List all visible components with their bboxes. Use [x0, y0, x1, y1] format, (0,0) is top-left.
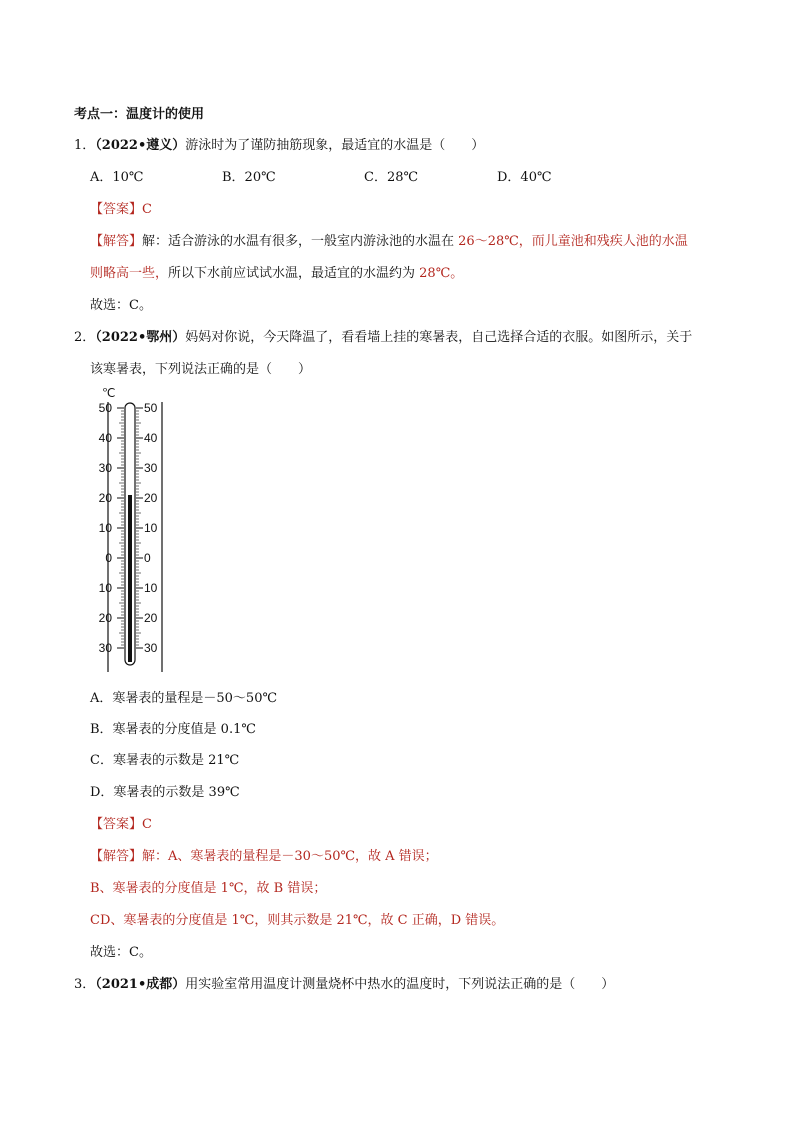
right-scale-label: 20: [144, 611, 158, 625]
question-3: [74, 973, 614, 992]
answer-value: C: [142, 817, 152, 832]
option-c: C．寒暑表的示数是 21℃: [90, 753, 240, 768]
option-a: A．10℃: [90, 170, 144, 185]
question-source: （2022•鄂州）: [95, 330, 186, 345]
left-scale-label: 30: [98, 461, 112, 475]
right-scale-label: 20: [144, 491, 158, 505]
analysis-tag: 【解答】: [90, 849, 143, 864]
left-scale-label: 10: [98, 521, 112, 535]
option-b: B．寒暑表的分度值是 0.1℃: [90, 722, 256, 737]
analysis-line-1: [90, 845, 438, 864]
option-d: D．寒暑表的示数是 39℃: [90, 785, 240, 800]
liquid-column: [128, 495, 132, 662]
analysis-text: 解：A、寒暑表的量程是－30～50℃，故 A 错误；: [142, 849, 438, 864]
question-2: [74, 326, 692, 345]
option-b: B．20℃: [222, 170, 276, 185]
conclusion: 故选：C。: [90, 945, 152, 960]
analysis-text-highlight: 26～28℃，而儿童池和残疾人池的水温: [458, 234, 688, 249]
analysis-line-3: CD、寒暑表的分度值是 1℃，则其示数是 21℃，故 C 正确，D 错误。: [90, 913, 505, 928]
question-number: 2．: [74, 330, 96, 345]
question-stem: 用实验室常用温度计测量烧杯中热水的温度时，下列说法正确的是（ ）: [185, 977, 615, 992]
answer-tag: 【答案】: [90, 202, 143, 217]
option-d: D．40℃: [497, 170, 552, 185]
right-scale-label: 30: [144, 641, 158, 655]
unit-label: ℃: [102, 386, 116, 400]
question-stem: 妈妈对你说，今天降温了，看看墙上挂的寒暑表，自己选择合适的衣服。如图所示，关于: [185, 330, 693, 345]
left-scale-label: 10: [98, 581, 112, 595]
question-source: （2021•成都）: [95, 977, 186, 992]
analysis-text: 所以下水前应试试水温，最适宜的水温约为: [168, 266, 420, 281]
analysis-line-1: [90, 230, 688, 249]
analysis-tag: 【解答】: [90, 234, 143, 249]
left-scale-label: 50: [98, 401, 112, 415]
question-stem-cont: 该寒暑表，下列说法正确的是（ ）: [90, 362, 312, 377]
conclusion: 故选：C。: [90, 298, 152, 313]
question-stem: 游泳时为了谨防抽筋现象，最适宜的水温是（ ）: [185, 138, 485, 153]
right-scale-label: 10: [144, 521, 158, 535]
right-scale-label: 10: [144, 581, 158, 595]
option-a: A．寒暑表的量程是－50～50℃: [90, 691, 278, 706]
left-scale-label: 0: [105, 551, 112, 565]
left-scale-label: 30: [98, 641, 112, 655]
left-scale-label: 20: [98, 611, 112, 625]
analysis-text-highlight: 28℃。: [419, 266, 464, 281]
left-scale-label: 40: [98, 431, 112, 445]
analysis-line-2: [90, 262, 463, 281]
right-scale-label: 40: [144, 431, 158, 445]
right-scale-label: 30: [144, 461, 158, 475]
right-scale-label: 0: [144, 551, 151, 565]
question-source: （2022•遵义）: [95, 138, 186, 153]
question-number: 1．: [74, 138, 96, 153]
thermometer-figure: [88, 384, 178, 674]
section-title: 考点一：温度计的使用: [74, 107, 205, 122]
answer-line: [90, 198, 152, 217]
answer-tag: 【答案】: [90, 817, 143, 832]
analysis-text: 解：适合游泳的水温有很多，一般室内游泳池的水温在: [142, 234, 459, 249]
analysis-text-highlight: 则略高一些，: [90, 266, 169, 281]
question-number: 3．: [74, 977, 96, 992]
left-scale-label: 20: [98, 491, 112, 505]
question-1: [74, 134, 484, 153]
right-scale-label: 50: [144, 401, 158, 415]
analysis-line-2: B、寒暑表的分度值是 1℃，故 B 错误；: [90, 881, 327, 896]
answer-line: [90, 813, 152, 832]
answer-value: C: [142, 202, 152, 217]
option-c: C．28℃: [364, 170, 419, 185]
